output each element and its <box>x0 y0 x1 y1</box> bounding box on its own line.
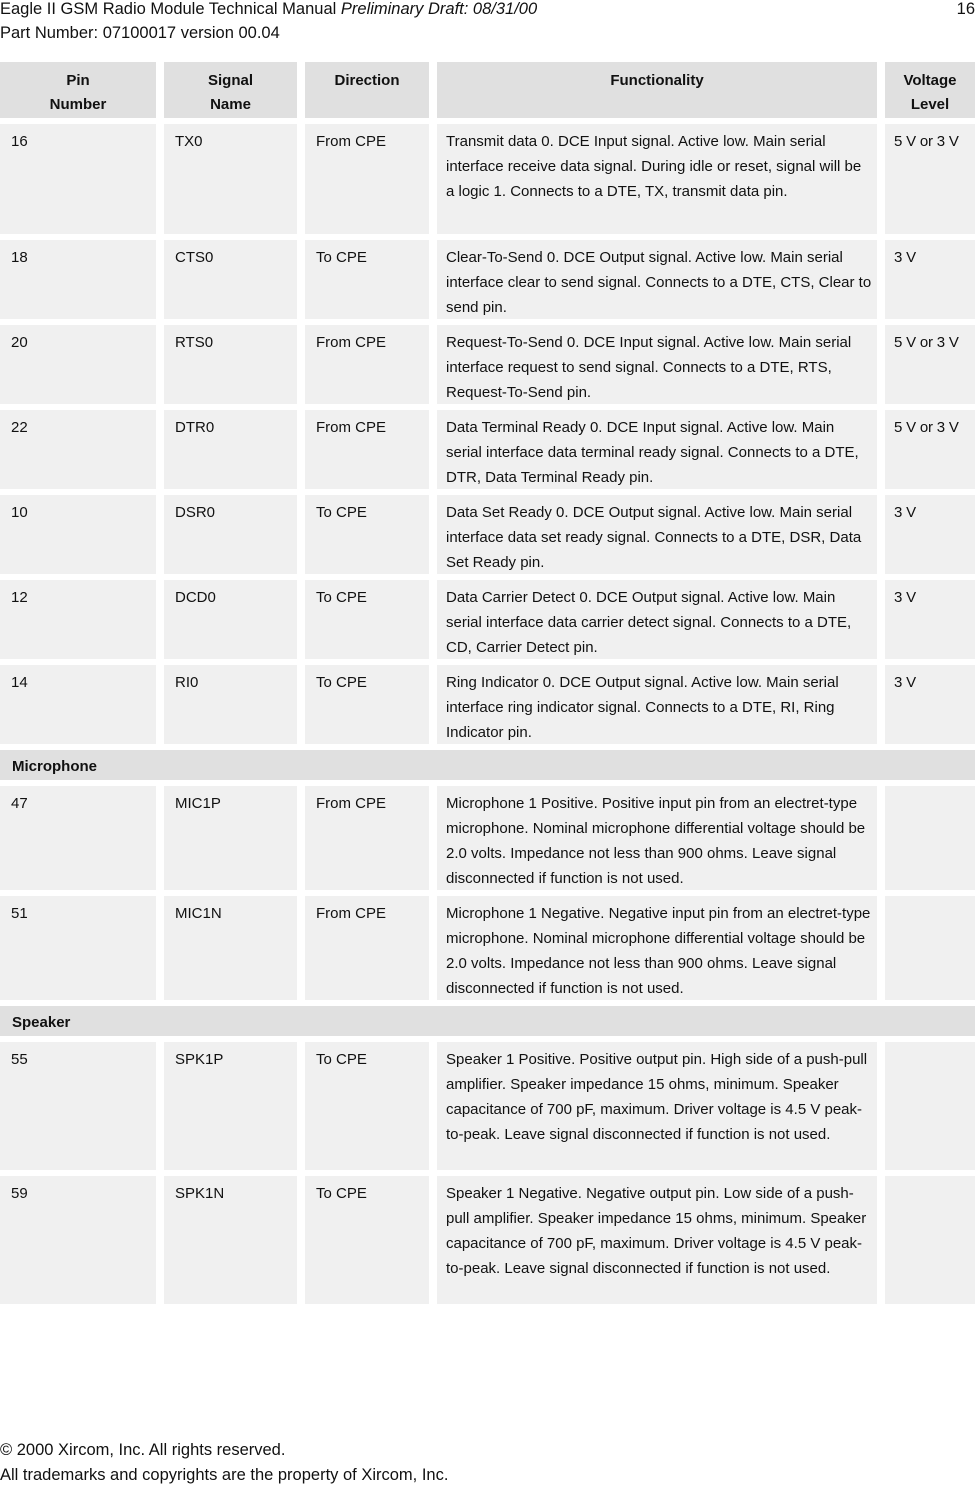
pin-number-cell: 14 <box>0 665 156 744</box>
pin-number-cell: 16 <box>0 124 156 234</box>
functionality-cell: Transmit data 0. DCE Input signal. Active low. Main serial interface receive data signal. During idle or reset, signal will be a logic 1. Connects to a DTE, TX, transmit data pin. <box>437 124 877 234</box>
signal-name-cell: SPK1N <box>164 1176 297 1304</box>
functionality-cell: Clear-To-Send 0. DCE Output signal. Active low. Main serial interface clear to send signal. Connects to a DTE, CTS, Clear to send pin. <box>437 240 877 319</box>
table-row <box>0 665 975 744</box>
pin-number-cell: 55 <box>0 1042 156 1170</box>
column-header-direction <box>305 62 429 118</box>
pin-number-cell: 18 <box>0 240 156 319</box>
section-header: Speaker <box>0 1006 975 1036</box>
column-header-functionality <box>437 62 877 118</box>
part-number: Part Number: 07100017 version 00.04 <box>0 24 280 42</box>
signal-name-cell: TX0 <box>164 124 297 234</box>
column-header-text: Voltage <box>903 72 957 89</box>
direction-cell: To CPE <box>305 1042 429 1170</box>
pin-number-cell: 47 <box>0 786 156 890</box>
functionality-cell: Speaker 1 Negative. Negative output pin. Low side of a push-pull amplifier. Speaker impedance 15 ohms, minimum. Speaker capacitance of 700 pF, maximum. Driver voltage is 4.5 V peak-to-peak. Leave signal disconnected if function is not used. <box>437 1176 877 1304</box>
column-header-text: Signal <box>207 72 253 89</box>
page-footer <box>0 1438 975 1488</box>
column-header-text: Number <box>49 96 107 113</box>
pin-number-cell: 59 <box>0 1176 156 1304</box>
functionality-cell: Request-To-Send 0. DCE Input signal. Active low. Main serial interface request to send signal. Connects to a DTE, RTS, Request-To-Send pin. <box>437 325 877 404</box>
page-header <box>0 0 975 50</box>
table-row <box>0 124 975 234</box>
signal-name-cell: CTS0 <box>164 240 297 319</box>
voltage-level-cell: 5 V or 3 V <box>885 410 975 489</box>
pin-number-cell: 51 <box>0 896 156 1000</box>
voltage-level-cell <box>885 896 975 1000</box>
table-row <box>0 325 975 404</box>
manual-title: Eagle II GSM Radio Module Technical Manual <box>0 0 337 18</box>
column-header-text: Direction <box>334 72 400 89</box>
table-row <box>0 1176 975 1304</box>
voltage-level-cell <box>885 1176 975 1304</box>
table-row <box>0 896 975 1000</box>
functionality-cell: Ring Indicator 0. DCE Output signal. Active low. Main serial interface ring indicator signal. Connects to a DTE, RI, Ring Indicator pin. <box>437 665 877 744</box>
page-number: 16 <box>956 0 975 18</box>
voltage-level-cell: 5 V or 3 V <box>885 124 975 234</box>
direction-cell: To CPE <box>305 580 429 659</box>
pin-number-cell: 20 <box>0 325 156 404</box>
document-title <box>0 0 537 21</box>
copyright-notice: © 2000 Xircom, Inc. All rights reserved. <box>0 1441 286 1459</box>
column-header-text: Functionality <box>610 72 704 89</box>
pin-table <box>0 62 975 1304</box>
table-row <box>0 580 975 659</box>
direction-cell: From CPE <box>305 410 429 489</box>
direction-cell: To CPE <box>305 1176 429 1304</box>
voltage-level-cell: 3 V <box>885 495 975 574</box>
direction-cell: From CPE <box>305 896 429 1000</box>
voltage-level-cell: 3 V <box>885 240 975 319</box>
voltage-level-cell: 3 V <box>885 665 975 744</box>
functionality-cell: Data Set Ready 0. DCE Output signal. Active low. Main serial interface data set ready signal. Connects to a DTE, DSR, Data Set Ready pin. <box>437 495 877 574</box>
signal-name-cell: SPK1P <box>164 1042 297 1170</box>
signal-name-cell: DCD0 <box>164 580 297 659</box>
table-row <box>0 1042 975 1170</box>
voltage-level-cell <box>885 786 975 890</box>
column-header-pin-number <box>0 62 156 118</box>
voltage-level-cell: 5 V or 3 V <box>885 325 975 404</box>
section-header: Microphone <box>0 750 975 780</box>
direction-cell: To CPE <box>305 665 429 744</box>
pin-number-cell: 12 <box>0 580 156 659</box>
direction-cell: From CPE <box>305 124 429 234</box>
voltage-level-cell <box>885 1042 975 1170</box>
table-row <box>0 786 975 890</box>
functionality-cell: Data Carrier Detect 0. DCE Output signal. Active low. Main serial interface data carrier detect signal. Connects to a DTE, CD, Carrier Detect pin. <box>437 580 877 659</box>
table-row <box>0 240 975 319</box>
column-header-signal-name <box>164 62 297 118</box>
table-header-row <box>0 62 975 118</box>
voltage-level-cell: 3 V <box>885 580 975 659</box>
functionality-cell: Microphone 1 Positive. Positive input pin from an electret-type microphone. Nominal microphone differential voltage should be 2.0 volts. Impedance not less than 900 ohms. Leave signal disconnected if function is not used. <box>437 786 877 890</box>
pin-number-cell: 22 <box>0 410 156 489</box>
signal-name-cell: MIC1N <box>164 896 297 1000</box>
functionality-cell: Microphone 1 Negative. Negative input pin from an electret-type microphone. Nominal microphone differential voltage should be 2.0 volts. Impedance not less than 900 ohms. Leave signal disconnected if function is not used. <box>437 896 877 1000</box>
column-header-text: Pin <box>66 72 90 89</box>
signal-name-cell: RI0 <box>164 665 297 744</box>
signal-name-cell: MIC1P <box>164 786 297 890</box>
direction-cell: From CPE <box>305 325 429 404</box>
column-header-text: Name <box>210 96 251 113</box>
functionality-cell: Data Terminal Ready 0. DCE Input signal. Active low. Main serial interface data terminal ready signal. Connects to a DTE, DTR, Data Terminal Ready pin. <box>437 410 877 489</box>
functionality-cell: Speaker 1 Positive. Positive output pin. High side of a push-pull amplifier. Speaker impedance 15 ohms, minimum. Speaker capacitance of 700 pF, maximum. Driver voltage is 4.5 V peak-to-peak. Leave signal disconnected if function is not used. <box>437 1042 877 1170</box>
table-row <box>0 495 975 574</box>
draft-label: Preliminary Draft: 08/31/00 <box>340 0 538 18</box>
pin-number-cell: 10 <box>0 495 156 574</box>
trademark-notice: All trademarks and copyrights are the property of Xircom, Inc. <box>0 1466 449 1484</box>
signal-name-cell: DSR0 <box>164 495 297 574</box>
signal-name-cell: RTS0 <box>164 325 297 404</box>
signal-name-cell: DTR0 <box>164 410 297 489</box>
direction-cell: From CPE <box>305 786 429 890</box>
column-header-text: Level <box>910 96 950 113</box>
direction-cell: To CPE <box>305 240 429 319</box>
direction-cell: To CPE <box>305 495 429 574</box>
table-row <box>0 410 975 489</box>
column-header-voltage-level <box>885 62 975 118</box>
